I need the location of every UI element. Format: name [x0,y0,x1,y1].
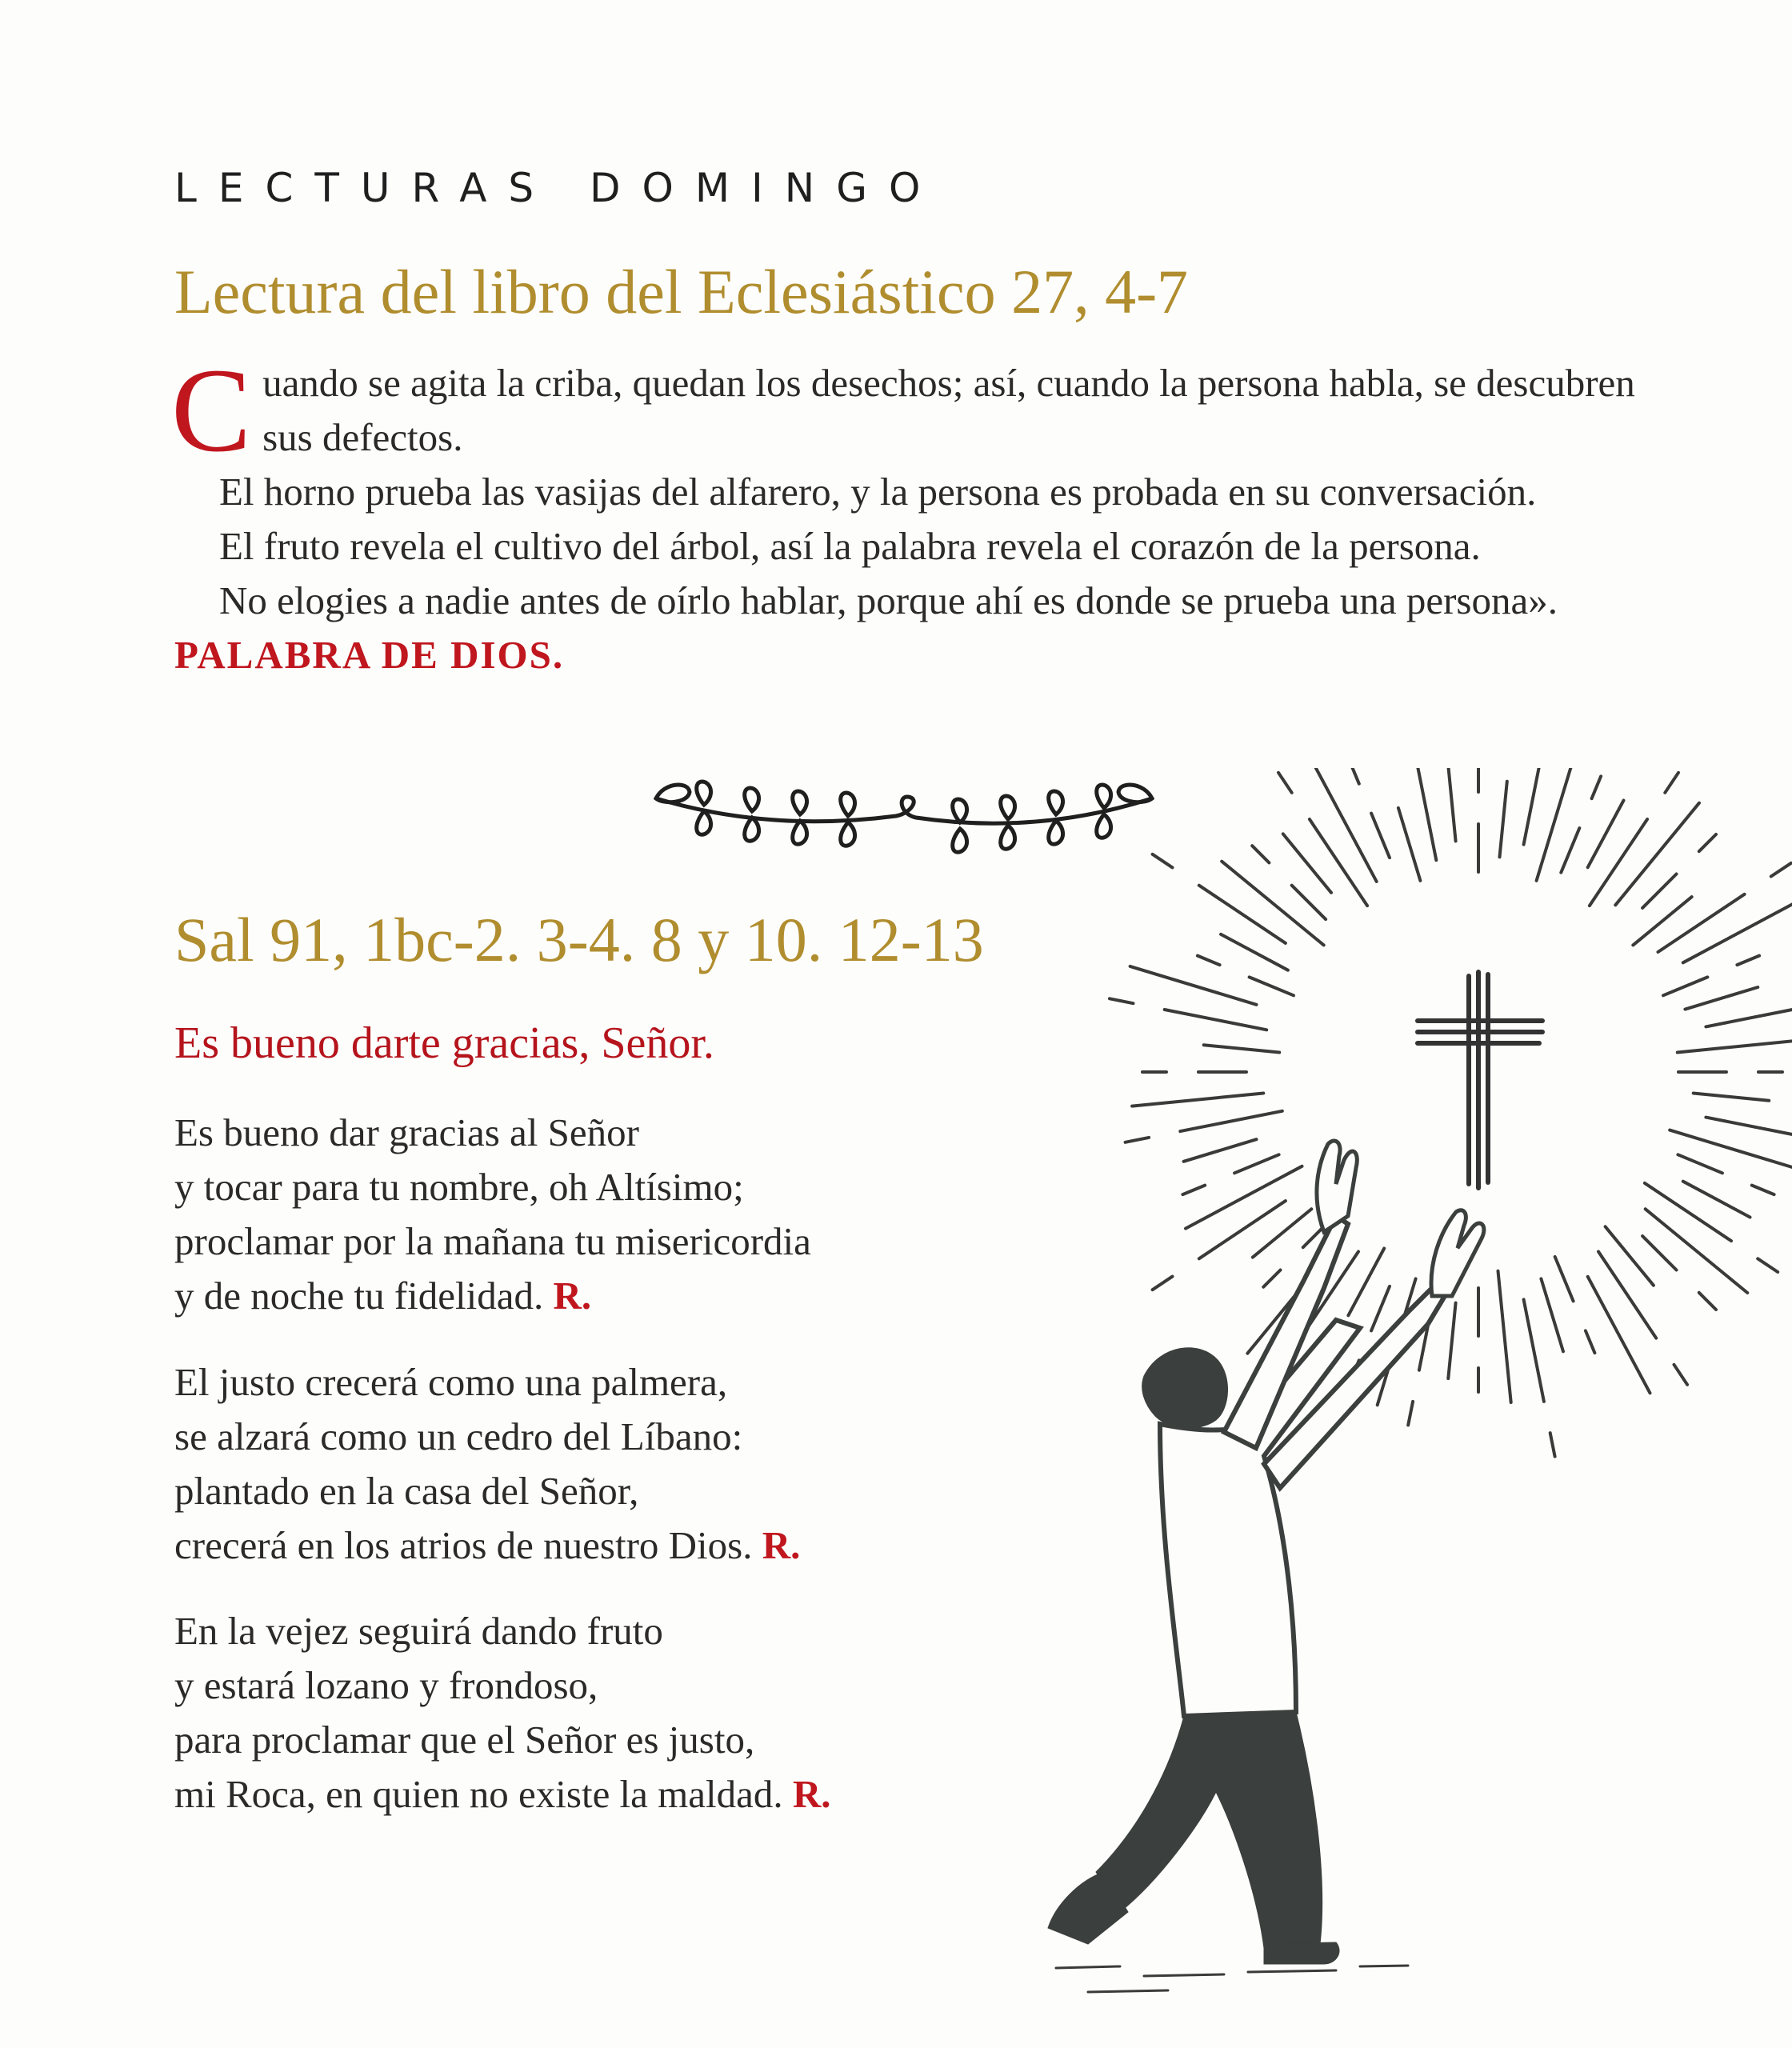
reading-paragraph: No elogies a nadie antes de oírlo hablar, porque ahí es donde se prueba una persona». [219,578,1558,622]
light-ray [1670,1130,1792,1169]
psalm-title: Sal 91, 1bc-2. 3-4. 8 y 10. 12-13 [174,905,984,974]
light-ray [1694,1094,1770,1101]
light-ray [1153,1277,1173,1290]
light-ray [1130,966,1257,1005]
light-rays-icon [1110,768,1792,1457]
light-ray [1642,874,1676,908]
drop-cap: C [171,344,252,477]
stanza-line: para proclamar que el Señor es justo, [174,1718,755,1762]
light-ray [1592,776,1602,798]
light-ray [1500,782,1507,858]
light-ray [1550,1433,1555,1456]
light-ray [1706,1006,1792,1026]
light-ray [1165,1010,1267,1030]
light-ray [1250,977,1294,995]
reading-paragraph: El fruto revela el cultivo del árbol, así la palabra revela el corazón de la persona. [219,524,1481,568]
light-ray [1292,886,1326,919]
reading-title: Lectura del libro del Eclesiástico 27, 4-7 [174,257,1189,326]
stanza-line: plantado en la casa del Señor, [174,1469,639,1513]
light-ray [1706,1118,1792,1138]
light-ray [1524,768,1544,845]
light-ray [1678,1154,1722,1173]
light-ray [1498,1271,1511,1402]
light-ray [1234,1154,1279,1173]
light-ray [1314,768,1377,882]
light-ray [1699,1293,1716,1310]
stanza-line: crecerá en los atrios de nuestro Dios. [174,1523,753,1567]
light-ray [1186,1166,1302,1229]
light-ray [1598,1252,1656,1338]
psalm-stanza [174,1355,1054,1573]
light-ray [1683,1182,1750,1218]
light-ray [1371,814,1390,858]
reading-paragraph: uando se agita la criba, quedan los desechos; así, cuando la persona habla, se descubren sus defectos. [262,361,1635,459]
light-ray [1658,894,1745,952]
light-ray [1132,1094,1263,1106]
kneeling-man-icon [1048,1141,1484,1964]
section-kicker: LECTURAS DOMINGO [174,165,942,211]
light-ray [1278,773,1292,793]
light-ray [1199,886,1286,943]
light-ray [1310,819,1367,906]
refrain-mark: R. [762,1523,801,1567]
light-ray [1182,1186,1205,1195]
light-ray [1153,854,1173,868]
light-ray [1198,956,1220,966]
light-ray [1398,808,1421,881]
light-ray [1537,768,1575,881]
light-ray [1126,1138,1150,1142]
light-ray [1590,819,1647,906]
light-ray [1416,768,1436,860]
light-ray [1561,828,1579,873]
light-ray [1642,1236,1676,1270]
psalm-response: Es bueno darte gracias, Señor. [174,1018,714,1068]
psalm-stanza [174,1604,1054,1822]
light-ray [1645,1183,1731,1241]
light-ray [1199,1201,1286,1258]
light-ray [1350,768,1359,784]
stanza-line: y de noche tu fidelidad. [174,1274,544,1318]
stanza-line: En la vejez seguirá dando fruto [174,1609,663,1653]
light-ray [1252,846,1269,862]
light-ray [1408,1402,1413,1426]
light-ray [1263,1270,1280,1287]
light-ray [1184,1139,1257,1162]
light-ray [1646,1209,1748,1293]
light-ray [1180,1111,1282,1131]
light-ray [1758,1258,1778,1272]
light-ray [1663,977,1707,995]
light-ray [1555,1257,1574,1301]
reading-paragraph: El horno prueba las vasijas del alfarero, y la persona es probada en su conversación. [219,470,1537,514]
reading-body [171,344,1646,682]
praying-man-cross-illustration-icon [960,768,1792,2016]
stanza-line: El justo crecerá como una palmera, [174,1360,728,1404]
light-ray [1737,956,1759,966]
light-ray [1524,1299,1544,1402]
light-ray [1110,998,1134,1003]
light-ray [1683,901,1792,963]
light-ray [1685,987,1758,1010]
light-ray [1678,1039,1792,1052]
light-ray [1752,1186,1774,1195]
light-ray [1442,768,1455,841]
light-ray [1665,773,1678,793]
light-ray [1606,1226,1654,1285]
stanza-line: y tocar para tu nombre, oh Altísimo; [174,1165,744,1209]
light-ray [1674,1365,1688,1385]
light-ray [1541,1278,1563,1351]
palabra-de-dios: PALABRA DE DIOS. [174,633,565,677]
psalm-stanza [174,1106,1054,1323]
cross-icon [1418,972,1542,1188]
stanza-line: mi Roca, en quien no existe la maldad. [174,1772,783,1816]
light-ray [1588,801,1624,868]
stanza-line: se alzará como un cedro del Líbano: [174,1414,743,1458]
light-ray [1771,863,1791,877]
light-ray [1699,834,1716,851]
light-ray [1371,1286,1390,1331]
refrain-mark: R. [553,1274,592,1318]
light-ray [1633,897,1691,945]
light-ray [1586,1330,1595,1353]
stanza-line: proclamar por la mañana tu misericordia [174,1219,811,1263]
stanza-line: Es bueno dar gracias al Señor [174,1110,639,1154]
light-ray [1204,1045,1280,1052]
refrain-mark: R. [792,1772,831,1816]
light-ray [1448,1303,1455,1379]
stanza-line: y estará lozano y frondoso, [174,1663,598,1707]
light-ray [1588,1277,1650,1394]
light-ray [1615,803,1699,906]
